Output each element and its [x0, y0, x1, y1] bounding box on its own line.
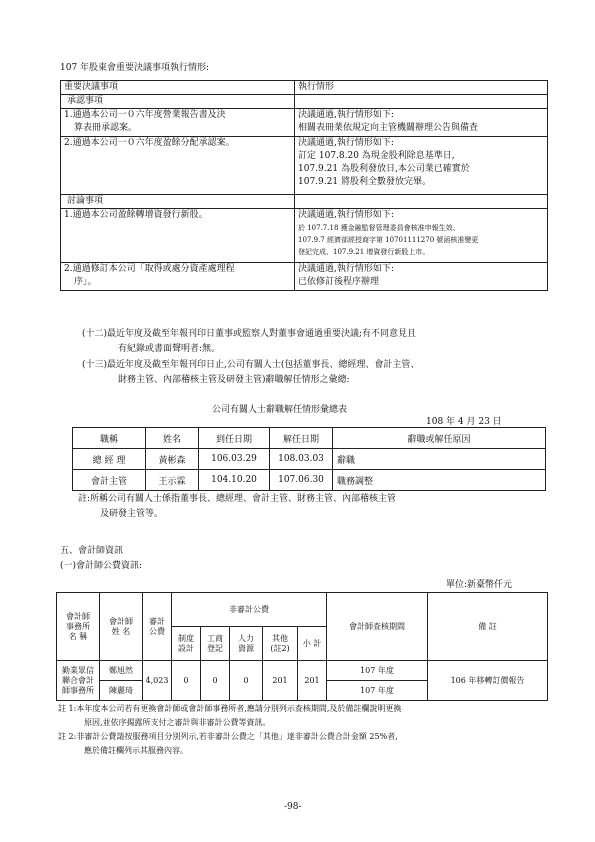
item-text: 序」。 [74, 277, 97, 287]
header-cpa [100, 593, 143, 661]
cell-reason: 職務調整 [333, 470, 546, 491]
header-nonaudit-fee: 非審計公費 [172, 593, 327, 627]
header-line: 名 稱 [68, 631, 88, 641]
page-number: -98- [284, 802, 302, 812]
personnel-table-date: 108 年 4 月 23 日 [426, 417, 502, 427]
personnel-note [78, 492, 396, 522]
firm-line: 師事務所 [62, 685, 94, 695]
cell-period: 107 年度 [327, 681, 428, 701]
header-line: 審計 [149, 616, 165, 626]
col-start-date: 到任日期 [199, 428, 270, 449]
cell-name: 黃彬森 [146, 449, 199, 470]
status-text: 107.9.21 為股利發放日,本公司業已確實於 [298, 164, 470, 174]
header-period: 會計師查核期間 [327, 593, 428, 661]
cell-title: 會計主管 [73, 470, 146, 491]
cell-registration-fee: 0 [201, 661, 230, 701]
cell-end-date: 107.06.30 [270, 470, 333, 491]
table-row [61, 137, 548, 195]
personnel-table [72, 427, 546, 491]
header-line: (註2) [270, 643, 290, 653]
status-text: 決議通過,執行情形如下: [298, 138, 394, 148]
resolution-header-row [61, 81, 548, 95]
header-resolution: 重要決議事項 [61, 81, 295, 95]
unit-label: 單位:新臺幣仟元 [446, 580, 513, 590]
note-line: 應於備註欄列示其服務內容。 [84, 746, 188, 755]
cell-subtotal-fee: 201 [298, 661, 327, 701]
header-remark: 備 註 [428, 593, 548, 661]
note-line: 註 2:非審計公費請按服務項目分別列示,若非審計公費之「其他」達非審計公費合計金額 25%者, [58, 732, 398, 741]
cell-cpa-name: 鄭旭然 [100, 661, 143, 681]
section-title-approval: 承認事項 [61, 95, 295, 109]
header-registration [201, 627, 230, 661]
cell-design-fee: 0 [172, 661, 201, 701]
firm-line: 聯合會計 [62, 675, 94, 685]
paragraph-13 [82, 358, 419, 388]
status-text: 已依修訂後程序辦理 [298, 277, 380, 287]
header-status: 執行情形 [295, 81, 548, 95]
auditor-fee-table [56, 592, 548, 701]
cell-title: 總 經 理 [73, 449, 146, 470]
header-hr [230, 627, 263, 661]
header-line: 工商 [207, 633, 223, 643]
header-line: 會計師 [66, 611, 90, 621]
table-row [61, 109, 548, 137]
status-text: 訂定 107.8.20 為現金股利除息基準日, [298, 151, 455, 161]
cell-reason: 辭職 [333, 449, 546, 470]
cell-cpa-name: 陳麗琦 [100, 681, 143, 701]
cell-name: 王示霖 [146, 470, 199, 491]
status-text: 相關表冊業依規定向主管機關辦理公告與備查 [298, 123, 479, 133]
page-heading: 107 年股東會重要決議事項執行情形: [60, 63, 210, 73]
header-audit-fee [143, 593, 172, 661]
status-text: 決議通過,執行情形如下: [298, 264, 394, 274]
paragraph-line: (十三)最近年度及截至年報刊印日止,公司有關人士(包括董事長、總經理、會計主管、 [82, 360, 420, 370]
note-line: 註 1:本年度本公司若有更換會計師或會計師事務所者,應請分別列示查核期間,及於備註欄說明更換 [58, 704, 402, 713]
section-title-row [61, 195, 548, 209]
table-row [73, 470, 546, 491]
section-title: 五、會計師資訊 [60, 546, 124, 556]
header-line: 設計 [178, 643, 194, 653]
header-line: 公費 [149, 626, 165, 636]
header-subtotal: 小 計 [298, 627, 327, 661]
table-row [73, 449, 546, 470]
status-detail: 登記完成、107.9.21 增資發行新股上市。 [298, 248, 430, 256]
item-text: 算表冊承認案。 [74, 123, 138, 133]
paragraph-12 [82, 327, 416, 357]
cell-hr-fee: 0 [230, 661, 263, 701]
cell-remark: 106 年移轉訂價報告 [428, 661, 548, 701]
col-reason: 辭職或解任原因 [333, 428, 546, 449]
header-other [263, 627, 298, 661]
cell-start-date: 106.03.29 [199, 449, 270, 470]
table-row [61, 209, 548, 263]
paragraph-line: 財務主管、內部稽核主管及研發主管)辭職解任情形之彙總: [118, 375, 350, 385]
status-text: 107.9.21 將股利全數發放完畢。 [298, 177, 431, 187]
item-text: 2.通過本公司一０六年度盈餘分配承認案。 [64, 138, 235, 148]
header-line: 姓 名 [111, 626, 131, 636]
section-title-row [61, 95, 548, 109]
cell-end-date: 108.03.03 [270, 449, 333, 470]
cell-other-fee: 201 [263, 661, 298, 701]
col-end-date: 解任日期 [270, 428, 333, 449]
header-line: 登記 [207, 643, 223, 653]
section-title-discussion: 討論事項 [61, 195, 295, 209]
item-text: 1.通過本公司盈餘轉增資發行新股。 [64, 210, 208, 220]
header-line: 人力 [238, 633, 254, 643]
cell-start-date: 104.10.20 [199, 470, 270, 491]
header-line: 制度 [178, 633, 194, 643]
cell-audit-fee: 4,023 [143, 661, 172, 701]
header-design [172, 627, 201, 661]
paragraph-line: 有紀錄或書面聲明者:無。 [118, 344, 221, 354]
cell-firm-name [57, 661, 100, 701]
header-line: 資源 [238, 643, 254, 653]
col-title: 職稱 [73, 428, 146, 449]
personnel-table-title: 公司有關人士辭職解任情形彙總表 [212, 405, 348, 415]
status-text: 決議通過,執行情形如下: [298, 110, 394, 120]
header-line: 會計師 [109, 616, 133, 626]
item-text: 1.通過本公司一０六年度營業報告書及決 [64, 110, 226, 120]
section-subtitle: (一)會計師公費資訊: [60, 561, 143, 571]
status-detail: 於 107.7.18 獲金融監督管理委員會核准申報生效、 [298, 224, 460, 232]
table-row [57, 661, 548, 681]
firm-line: 勤業眾信 [62, 665, 94, 675]
table-row [61, 263, 548, 291]
status-detail: 107.9.7 經濟部經授商字第 10701111270 號函核准變更 [298, 236, 479, 244]
note-line: 註:所稱公司有關人士係指董事長、總經理、會計主管、財務主管、內部稽核主管 [78, 494, 397, 504]
header-firm [57, 593, 100, 661]
note-line: 及研發主管等。 [100, 509, 164, 519]
header-line: 事務所 [66, 621, 90, 631]
cell-period: 107 年度 [327, 661, 428, 681]
note-line: 原因,並依序揭露所支付之審計與非審計公費等資訊。 [84, 718, 271, 727]
header-line: 其他 [272, 633, 288, 643]
auditor-notes [58, 702, 401, 758]
paragraph-line: (十二)最近年度及截至年報刊印日董事或監察人對董事會通過重要決議;有不同意見且 [82, 329, 417, 339]
col-name: 姓名 [146, 428, 199, 449]
item-text: 2.通過修訂本公司「取得或處分資產處理程 [64, 264, 235, 274]
status-text: 決議通過,執行情形如下: [298, 210, 394, 220]
resolution-table [60, 80, 548, 291]
personnel-header-row [73, 428, 546, 449]
